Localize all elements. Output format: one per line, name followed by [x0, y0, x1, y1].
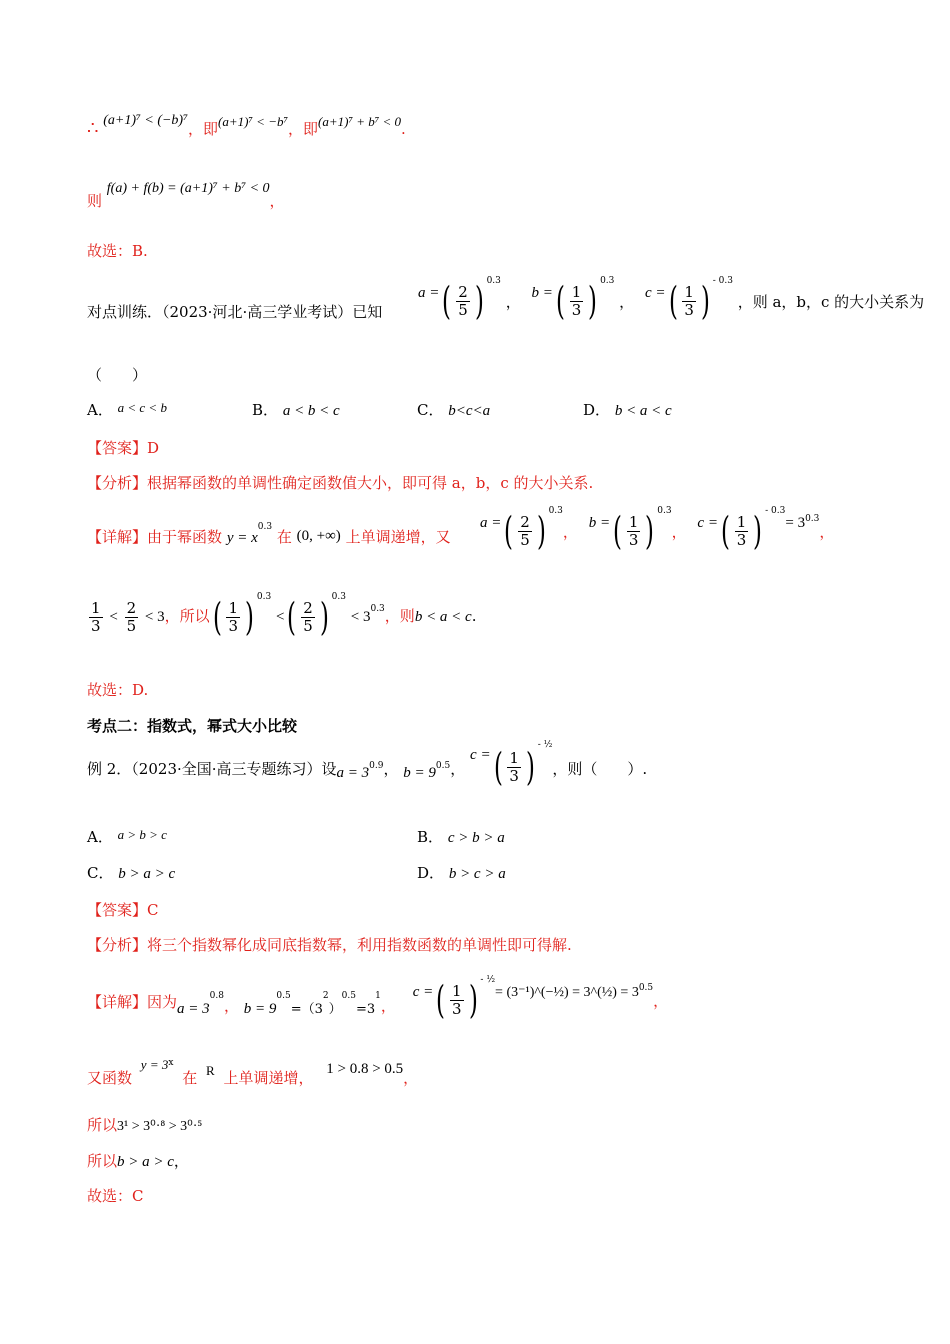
- detail-text-2: 在: [276, 528, 292, 546]
- fraction-1-3: $\frac{1}{3}$: [91, 598, 101, 635]
- therefore-expression-1: (a+1)⁷ < (−b)⁷: [103, 113, 188, 128]
- comma: ，: [164, 607, 180, 625]
- b-lhs: b =: [588, 515, 611, 531]
- answer-choice-d: 故选：D.: [87, 681, 149, 699]
- paren-right: ): [536, 509, 546, 553]
- therefore-line: [87, 113, 406, 139]
- fraction-1-3: $\frac{1}{3}$: [628, 512, 639, 549]
- exponent: 0.3: [370, 604, 385, 614]
- inequality-line: [87, 592, 477, 639]
- separator: ，: [505, 293, 521, 311]
- example-answer: 【答案】C: [87, 901, 159, 919]
- fraction-2-5: $\frac{2}{5}$: [303, 598, 313, 635]
- section-title: 考点二：指数式，幂式大小比较: [87, 717, 298, 735]
- c-equals-3: = 3: [785, 515, 806, 531]
- exponent-inequality: 1 > 0.8 > 0.5: [326, 1061, 404, 1077]
- paren-right: ): [319, 595, 329, 639]
- b-exponent: 0.5: [276, 991, 291, 1001]
- func-expression: y = 3: [140, 1057, 169, 1072]
- option-b[interactable]: B． c > b > a: [417, 828, 505, 846]
- c-chain-exponent: 0.5: [638, 983, 654, 993]
- comma: ，: [653, 992, 669, 1010]
- c-chain: = (3⁻¹)^(−½) = 3^(½) = 3: [495, 985, 639, 1000]
- practice-analysis: [87, 472, 593, 493]
- paren-right: ): [525, 745, 535, 789]
- b-exponent: 0.3: [600, 276, 615, 286]
- fraction-1-3: $\frac{1}{3}$: [684, 282, 694, 319]
- example-tail: ，则（ ）.: [552, 760, 648, 778]
- comma: ，: [173, 1152, 189, 1170]
- ze-text: 则: [87, 192, 103, 210]
- option-c[interactable]: C． b > a > c: [87, 864, 176, 882]
- b-middle-close-exponent: 0.5: [341, 991, 356, 1001]
- paren-left: (: [613, 509, 622, 553]
- paren-left: (: [442, 279, 452, 323]
- c-lhs: c =: [470, 747, 491, 763]
- ji-text-2: ，即: [288, 120, 319, 138]
- conclusion-line-2: [87, 1150, 189, 1171]
- exponent: 0.3: [331, 592, 346, 602]
- b-end-exponent: 1: [375, 991, 381, 1001]
- comma: ，: [269, 192, 285, 210]
- b-exponent: 0.3: [657, 506, 672, 516]
- option-a[interactable]: A． a < c < b: [87, 400, 167, 419]
- a-exponent: 0.8: [209, 991, 224, 1001]
- power-function: y = x: [226, 530, 258, 546]
- comma: ，: [403, 1069, 419, 1087]
- paren-right: ): [645, 509, 655, 553]
- func-exponent: x: [168, 1058, 174, 1068]
- paren-right: ): [474, 279, 484, 323]
- paren-left: (: [555, 279, 565, 323]
- detail-text-1: 由于幂函数: [147, 528, 223, 546]
- separator: ，: [562, 523, 578, 541]
- paren-right: ): [468, 978, 478, 1022]
- func-text-2: 在: [182, 1069, 198, 1087]
- example-2-statement: 例 2．（2023·全国·高三专题练习）设$a = 3^{0.9}$， $b = 9^{0.5}$， c =( $\frac{1}{3}$ ) $^{- \frac{1}{2}}$，则（ ）.: [87, 740, 648, 789]
- example-detail: 【详解】因为$a = 3^{0.8}$， $b = 9^{0.5}=(3^2)^{0.5}=3^1$， c =( $\frac{1}{3}$ ) $^{- \frac{1}{2}}$= (3⁻¹)^(−½) = 3^(½) = $3^{0.5}$，: [87, 975, 669, 1022]
- interval: (0, +∞): [296, 528, 341, 544]
- c-exponent: - 0.3: [765, 506, 786, 516]
- comma: ，: [819, 523, 835, 541]
- fraction-2-5: $\frac{2}{5}$: [126, 598, 137, 635]
- analysis-text: 将三个指数幂化成同底指数幂，利用指数函数的单调性即可得解.: [147, 936, 572, 954]
- analysis-tag: 【分析】: [87, 474, 148, 492]
- fraction-1-3: $\frac{1}{3}$: [228, 598, 239, 635]
- c-exponent: - ½: [537, 740, 553, 750]
- option-d[interactable]: D． b < a < c: [583, 401, 672, 419]
- answer-choice-c: 故选：C: [87, 1187, 144, 1205]
- ze-expression: f(a) + f(b) = (a+1)⁷ + b⁷ < 0: [106, 181, 270, 196]
- example-analysis: [87, 934, 572, 955]
- power-chain: 3¹ > 3⁰·⁸ > 3⁰·⁵: [117, 1119, 203, 1134]
- ze-line: [87, 181, 285, 211]
- c-extra-exponent: 0.3: [805, 514, 820, 524]
- b-expression: b = 9: [403, 765, 436, 781]
- less-than-3: < 3: [350, 609, 371, 625]
- practice-statement: [87, 276, 382, 324]
- separator: ，: [619, 293, 635, 311]
- suoyi-text: 所以: [87, 1152, 118, 1170]
- suoyi-text: 所以: [87, 1116, 118, 1134]
- separator: ，: [671, 523, 687, 541]
- less-than: <: [275, 609, 285, 625]
- paren-right: ): [753, 509, 763, 553]
- ji-text-1: ，即: [187, 120, 218, 138]
- a-lhs: a =: [418, 285, 440, 301]
- b-middle: =（3: [290, 1002, 323, 1017]
- fraction-2-5: $\frac{2}{5}$: [520, 512, 530, 549]
- practice-intro: 对点训练．（2023·河北·高三学业考试）已知: [87, 303, 383, 321]
- option-c[interactable]: C． b<c<a: [417, 401, 491, 419]
- detail-tag: 【详解】: [87, 993, 148, 1011]
- a-expression: a = 3: [336, 765, 370, 781]
- b-middle-close: ）: [328, 1002, 342, 1017]
- a-expression: a = 3: [177, 1001, 210, 1017]
- answer-choice-b: 故选：B.: [87, 242, 148, 260]
- option-d[interactable]: D． b > c > a: [417, 864, 506, 882]
- paren-right: ): [244, 595, 254, 639]
- fraction-1-3: $\frac{1}{3}$: [452, 981, 462, 1018]
- c-exponent: - ½: [480, 975, 496, 985]
- example-intro: 例 2．（2023·全国·高三专题练习）设: [87, 760, 337, 778]
- c-lhs: c =: [697, 515, 718, 531]
- paren-left: (: [720, 509, 730, 553]
- fraction-1-3: $\frac{1}{3}$: [571, 282, 582, 319]
- fraction-1-3: $\frac{1}{3}$: [509, 748, 519, 785]
- exponent: 0.3: [256, 592, 272, 602]
- detail-text: 因为: [147, 993, 178, 1011]
- c-lhs: c =: [412, 984, 434, 1000]
- b-end: =3: [355, 1002, 376, 1017]
- a-exponent: 0.3: [548, 506, 563, 516]
- power-exponent: 0.3: [257, 522, 273, 532]
- analysis-text: 根据幂函数的单调性确定函数值大小，即可得 a，b，c 的大小关系.: [147, 474, 594, 492]
- practice-tail: ，则 a，b，c 的大小关系为: [737, 293, 925, 311]
- b-lhs: b =: [531, 285, 553, 301]
- fraction-2-5: $\frac{2}{5}$: [458, 282, 468, 319]
- therefore-symbol: ∴: [87, 118, 99, 139]
- ze-text: ，则: [384, 607, 415, 625]
- c-exponent: - 0.3: [712, 276, 733, 286]
- result: b < a < c: [414, 609, 472, 625]
- analysis-tag: 【分析】: [87, 936, 148, 954]
- b-exponent: 0.5: [435, 761, 451, 771]
- b-expression: b = 9: [243, 1001, 277, 1017]
- func-text-1: 又函数: [87, 1069, 133, 1087]
- option-b[interactable]: B． a < b < c: [252, 401, 340, 419]
- paren-right: ): [700, 279, 710, 323]
- less-than-3: < 3: [144, 609, 165, 625]
- b-middle-exponent: 2: [322, 991, 329, 1001]
- therefore-expression-2: (a+1)⁷ < −b⁷: [217, 114, 288, 129]
- detail-text-3: 上单调递增，又: [345, 528, 451, 546]
- period: .: [471, 607, 477, 625]
- paren-right: ): [588, 279, 598, 323]
- practice-abc-definitions: [418, 276, 925, 323]
- conclusion-line-1: [87, 1114, 202, 1135]
- detail-tag: 【详解】: [87, 528, 148, 546]
- less-than: <: [109, 609, 118, 625]
- func-text-3: 上单调递增，: [223, 1069, 314, 1087]
- paren-left: (: [493, 745, 503, 789]
- result: b > a > c: [117, 1154, 174, 1170]
- paren-left: (: [668, 279, 678, 323]
- a-lhs: a =: [480, 515, 502, 531]
- function-line: [87, 1055, 419, 1087]
- period: .: [401, 120, 406, 138]
- practice-answer: 【答案】D: [87, 439, 160, 457]
- a-exponent: 0.9: [369, 761, 384, 771]
- a-exponent: 0.3: [486, 276, 501, 286]
- paren-left: (: [287, 595, 297, 639]
- paren-left: (: [504, 509, 514, 553]
- suoyi-text: 所以: [179, 607, 210, 625]
- therefore-expression-3: (a+1)⁷ + b⁷ < 0: [318, 114, 402, 129]
- option-a[interactable]: A． a > b > c: [87, 827, 167, 846]
- c-lhs: c =: [644, 285, 666, 301]
- fraction-1-3: $\frac{1}{3}$: [736, 512, 747, 549]
- paren-left: (: [212, 595, 222, 639]
- answer-blank: （ ）: [87, 366, 148, 384]
- paren-left: (: [436, 978, 446, 1022]
- detail-fractions: [480, 506, 835, 553]
- practice-detail: [87, 506, 451, 554]
- real-numbers: R: [206, 1063, 215, 1078]
